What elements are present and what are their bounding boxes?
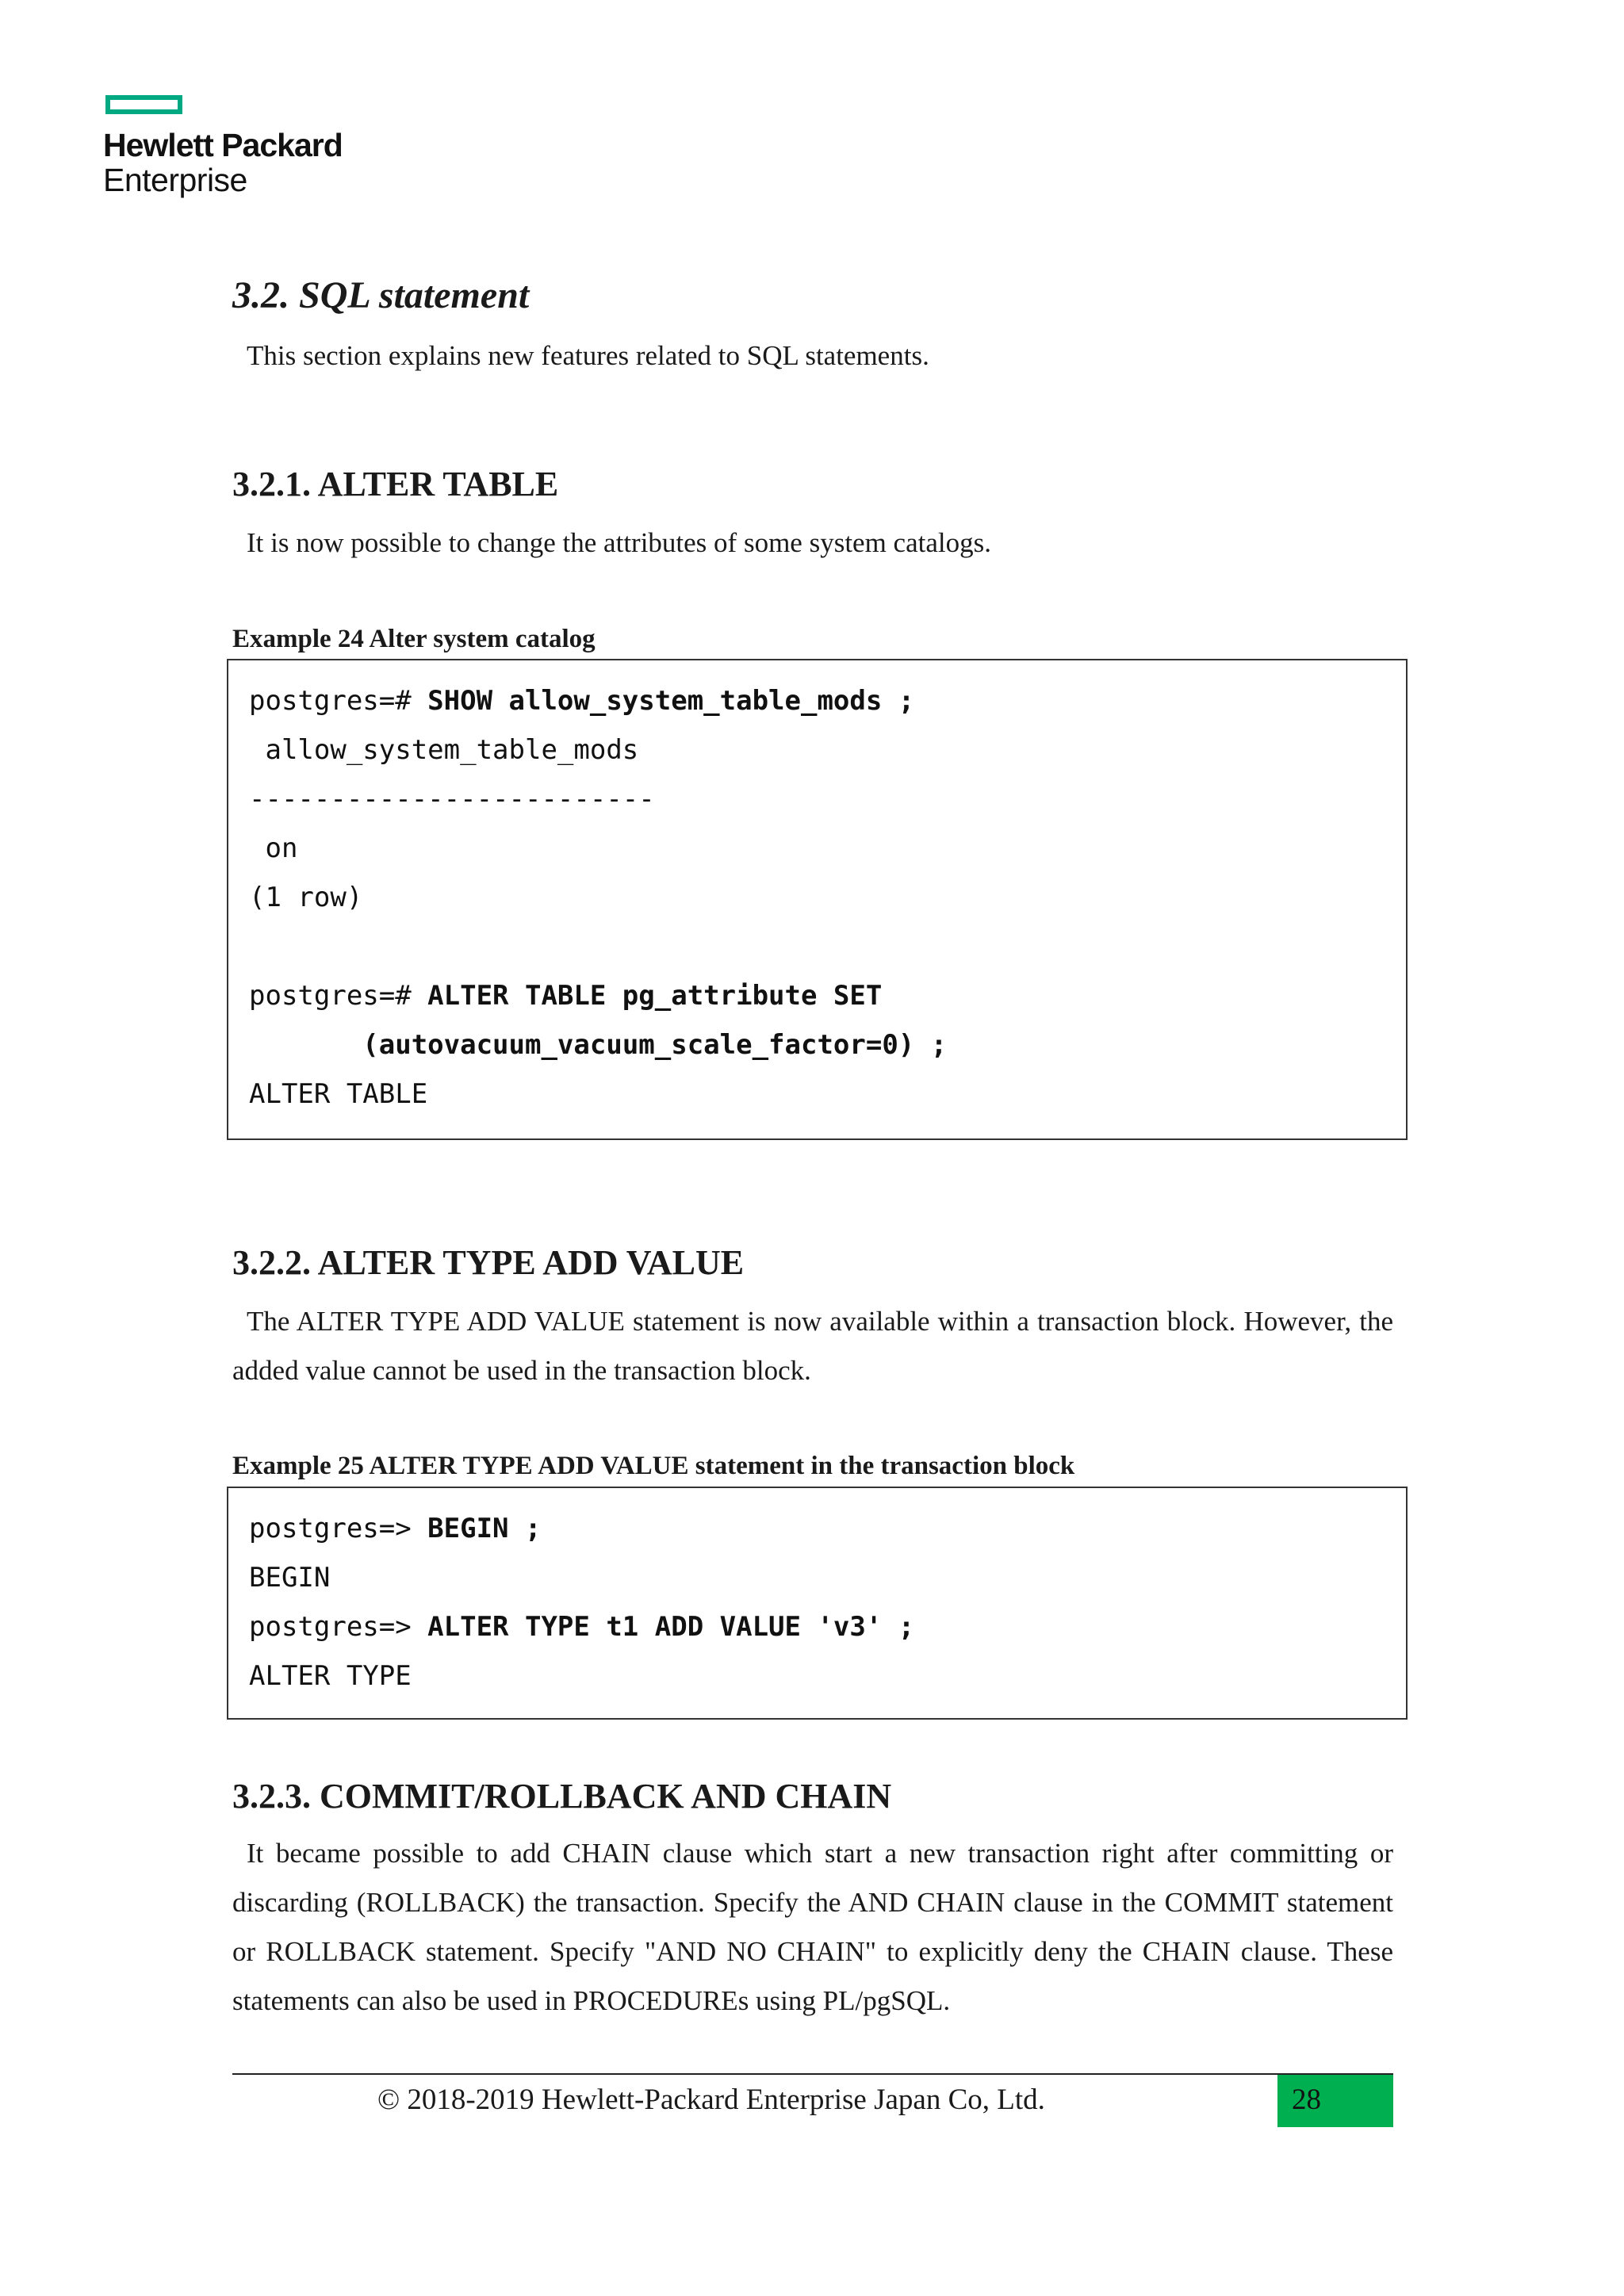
- sub1-paragraph: It is now possible to change the attributes of some system catalogs.: [247, 527, 991, 558]
- code-line: [249, 971, 1406, 1020]
- code-prompt-text: (1 row): [249, 882, 363, 913]
- code-line: [249, 1070, 1406, 1119]
- sub2-paragraph: The ALTER TYPE ADD VALUE statement is now available within a transaction block. However, the added value cannot be used in the transaction block.: [232, 1306, 1393, 1386]
- logo-text-line2: Enterprise: [103, 162, 247, 198]
- code-line: [249, 1651, 1406, 1701]
- code-prompt-text: BEGIN: [249, 1562, 331, 1594]
- hpe-logo-bar-icon: [105, 95, 182, 114]
- footer-copyright: © 2018-2019 Hewlett-Packard Enterprise Japan Co, Ltd.: [377, 2084, 1045, 2116]
- code-line: [249, 922, 1406, 971]
- sub1-example-caption: Example 24 Alter system catalog: [232, 625, 596, 653]
- code-line: [249, 1020, 1406, 1070]
- code-line: [249, 1602, 1406, 1651]
- code-command-text: SHOW allow_system_table_mods ;: [427, 685, 915, 717]
- code-prompt-text: [249, 1029, 362, 1061]
- code-line: [249, 725, 1406, 775]
- logo-text-line1: Hewlett Packard: [103, 127, 343, 163]
- code-line: [249, 775, 1406, 824]
- code-command-text: ALTER TYPE t1 ADD VALUE 'v3' ;: [427, 1611, 915, 1643]
- sub1-heading: 3.2.1. ALTER TABLE: [232, 465, 559, 503]
- code-line: [249, 676, 1406, 725]
- footer-divider: [232, 2073, 1393, 2075]
- code-prompt-text: postgres=>: [249, 1611, 428, 1643]
- sub2-heading: 3.2.2. ALTER TYPE ADD VALUE: [232, 1243, 745, 1282]
- section-heading: 3.2. SQL statement: [232, 274, 530, 316]
- code-prompt-text: postgres=#: [249, 980, 428, 1012]
- code-prompt-text: ALTER TYPE: [249, 1660, 412, 1692]
- section-intro: This section explains new features related to SQL statements.: [247, 340, 929, 371]
- code-prompt-text: -------------------------: [249, 783, 655, 815]
- code-command-text: ALTER TABLE pg_attribute SET: [427, 980, 883, 1012]
- code-command-text: (autovacuum_vacuum_scale_factor=0) ;: [362, 1029, 948, 1061]
- code-prompt-text: on: [249, 832, 298, 864]
- sub2-example-caption: Example 25 ALTER TYPE ADD VALUE statement in the transaction block: [232, 1452, 1075, 1480]
- sub3-paragraph: It became possible to add CHAIN clause which start a new transaction right after committing or discarding (ROLLBACK) the transaction. Specify the AND CHAIN clause in the COMMIT statement or ROLLBACK statement. Specify "AND NO CHAIN" to explicitly deny the CHAIN clause. These statements can also be used in PROCEDUREs using PL/pgSQL.: [232, 1838, 1393, 2016]
- page-number: 28: [1292, 2084, 1321, 2116]
- code-line: [249, 1504, 1406, 1553]
- code-prompt-text: postgres=>: [249, 1513, 428, 1544]
- code-prompt-text: postgres=#: [249, 685, 428, 717]
- code-prompt-text: ALTER TABLE: [249, 1078, 428, 1110]
- sub3-heading: 3.2.3. COMMIT/ROLLBACK AND CHAIN: [232, 1777, 892, 1816]
- code-command-text: BEGIN ;: [427, 1513, 542, 1544]
- code-line: [249, 824, 1406, 873]
- code-line: [249, 873, 1406, 922]
- page-number-badge: [1277, 2075, 1393, 2127]
- sub2-code-block: [227, 1487, 1408, 1720]
- sub1-code-block: [227, 659, 1408, 1140]
- code-line: [249, 1553, 1406, 1602]
- code-prompt-text: allow_system_table_mods: [249, 734, 639, 766]
